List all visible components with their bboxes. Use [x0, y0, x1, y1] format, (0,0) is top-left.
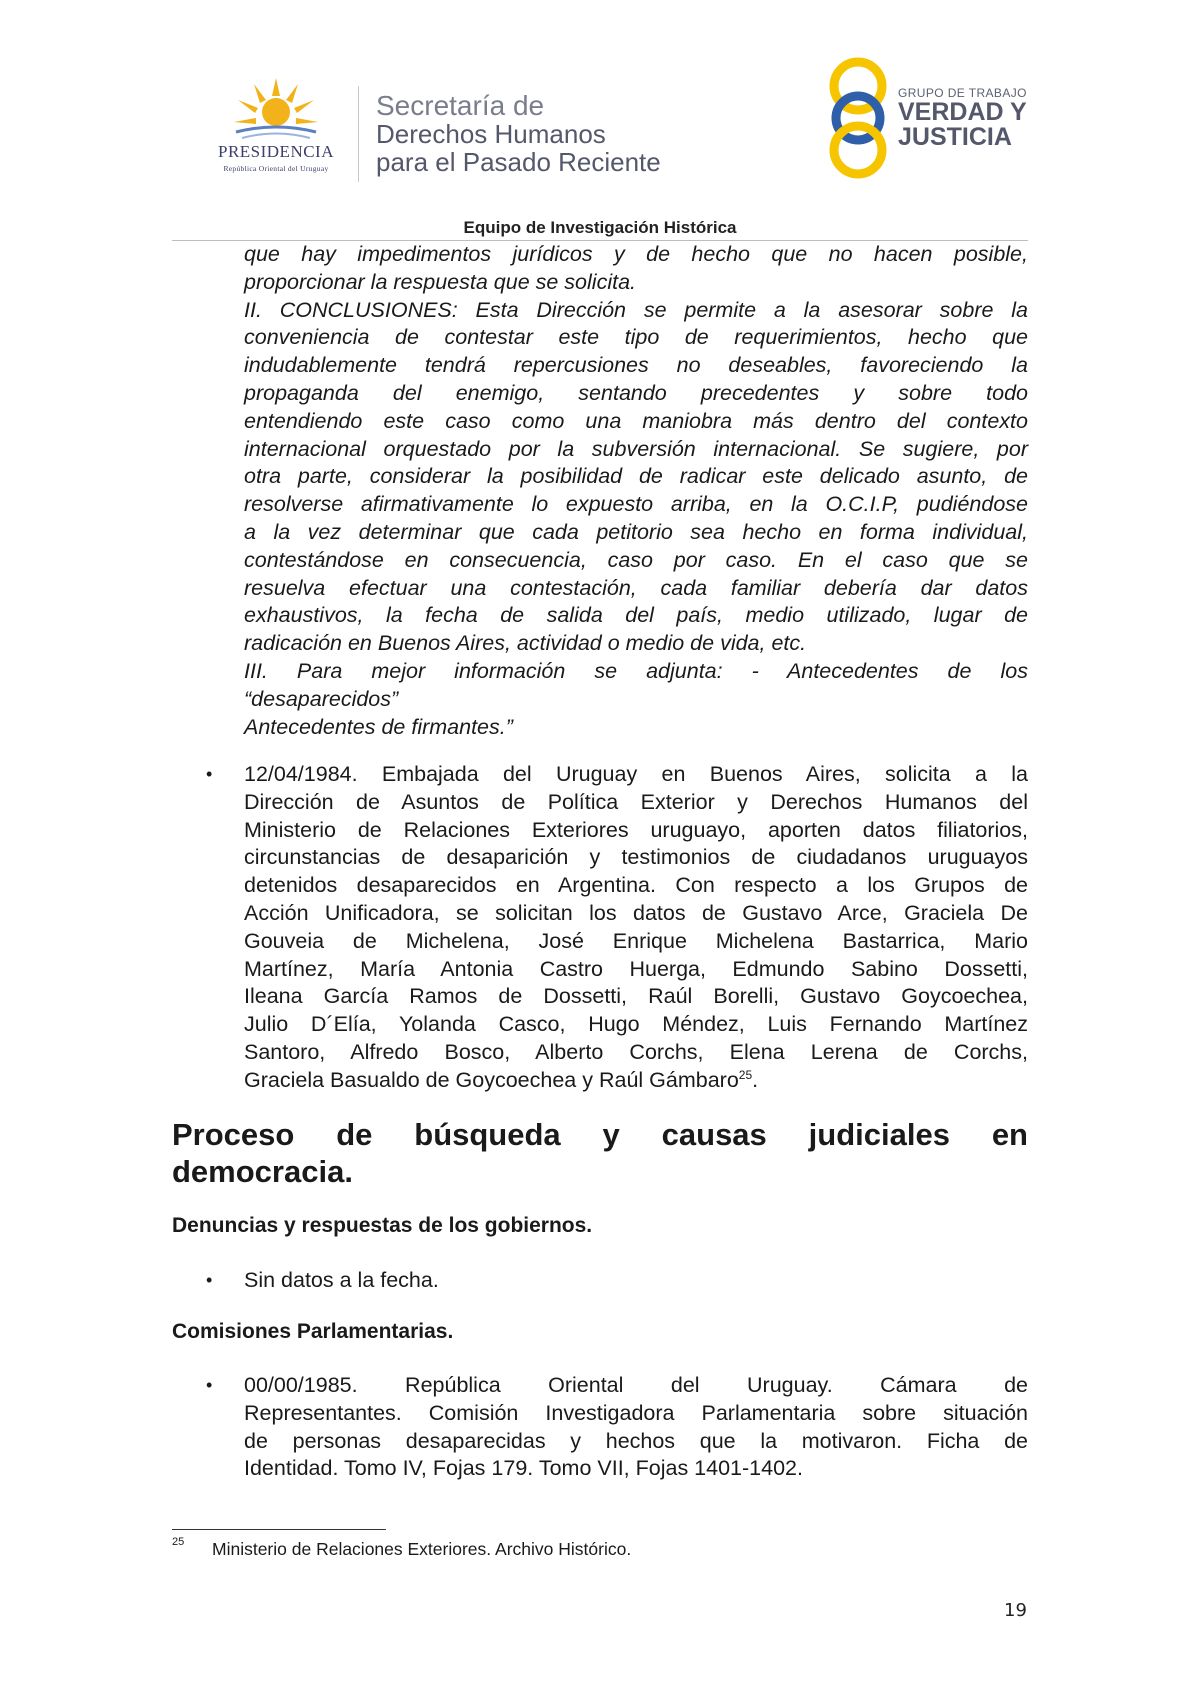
bullet-line: Julio D´Elía, Yolanda Casco, Hugo Méndez, Luis Fernando Martínez — [244, 1012, 1028, 1037]
quote-line: proporcionar la respuesta que se solicita. — [244, 269, 636, 294]
quote-line: contestándose en consecuencia, caso por caso. En el caso que se — [244, 547, 1028, 572]
presidencia-name: PRESIDENCIA — [217, 142, 334, 161]
team-title: Equipo de Investigación Histórica — [463, 218, 737, 237]
quote-line: que hay impedimentos jurídicos y de hecho que no hacen posible, — [244, 242, 1028, 266]
bullet-line: Identidad. Tomo IV, Fojas 179. Tomo VII, Fojas 1401-1402. — [244, 1456, 803, 1481]
bullet-line: circunstancias de desaparición y testimonios de ciudadanos uruguayos — [244, 845, 1028, 870]
bullet-line: Representantes. Comisión Investigadora Parlamentaria sobre situación — [244, 1400, 1028, 1425]
bullet-line: Sin datos a la fecha. — [244, 1268, 439, 1292]
linked-rings-icon — [822, 56, 894, 180]
bullet-line: detenidos desaparecidos en Argentina. Con respecto a los Grupos de — [244, 873, 1028, 898]
footnote-text: Ministerio de Relaciones Exteriores. Archivo Histórico. — [212, 1539, 632, 1559]
secretaria-line-3: para el Pasado Reciente — [376, 147, 661, 177]
quote-line: “desaparecidos” — [244, 686, 399, 711]
quote-line: II. CONCLUSIONES: Esta Dirección se permite a la asesorar sobre la — [244, 297, 1028, 322]
secretaria-logo-text — [376, 92, 661, 176]
vyj-title-1: VERDAD Y — [898, 98, 1027, 126]
bullet-line: Santoro, Alfredo Bosco, Alberto Corchs, Elena Lerena de Corchs, — [244, 1039, 1028, 1064]
bullet-line: 00/00/1985. República Oriental del Uruguay. Cámara de — [244, 1373, 1028, 1397]
quote-line: propaganda del enemigo, sentando precedentes y sobre todo — [244, 380, 1028, 405]
vyj-small-label: GRUPO DE TRABAJO — [898, 86, 1027, 100]
secretaria-line-1: Secretaría de — [376, 90, 545, 121]
bullet-line: Martínez, María Antonia Castro Huerga, Edmundo Sabino Dossetti, — [244, 956, 1028, 981]
bullet-icon: • — [206, 1375, 213, 1395]
header-divider — [358, 86, 359, 182]
bullet-line: Gouveia de Michelena, José Enrique Michelena Bastarrica, Mario — [244, 928, 1028, 953]
bullet-line: Ministerio de Relaciones Exteriores uruguayo, aporten datos filiatorios, — [244, 817, 1028, 842]
quote-line: exhaustivos, la fecha de salida del país, medio utilizado, lugar de — [244, 603, 1028, 628]
quote-line: III. Para mejor información se adjunta: - Antecedentes de los — [244, 658, 1028, 683]
quote-line: a la vez determinar que cada petitorio sea hecho en forma individual, — [244, 519, 1028, 544]
quoted-memo — [244, 241, 1028, 741]
footnote-rule — [172, 1529, 386, 1530]
bullet-line-end: . — [752, 1067, 759, 1092]
quote-line: resuelva efectuar una contestación, cada familiar debería dar datos — [244, 575, 1028, 600]
section-title-line-1: Proceso de búsqueda y causas judiciales en — [172, 1117, 1028, 1152]
bullet-line-text: Graciela Basualdo de Goycoechea y Raúl Gámbaro — [244, 1067, 739, 1092]
quote-line: conveniencia de contestar este tipo de requerimientos, hecho que — [244, 325, 1028, 350]
vyj-text — [898, 86, 1027, 150]
secretaria-line-2: Derechos Humanos — [376, 119, 606, 149]
quote-line: entendiendo este caso como una maniobra más dentro del contexto — [244, 408, 1028, 433]
quote-line: radicación en Buenos Aires, actividad o medio de vida, etc. — [244, 631, 807, 656]
section-title-line-2: democracia. — [172, 1154, 353, 1189]
bullet-line: de personas desaparecidas y hechos que la motivaron. Ficha de — [244, 1428, 1028, 1453]
quote-line: otra parte, considerar la posibilidad de radicar este delicado asunto, de — [244, 464, 1028, 489]
presidencia-logo — [196, 78, 356, 180]
footnote-number: 25 — [172, 1536, 185, 1548]
bullet-line: Ileana García Ramos de Dossetti, Raúl Borelli, Gustavo Goycoechea, — [244, 984, 1028, 1009]
quote-line: Antecedentes de firmantes.” — [244, 714, 513, 739]
footnote-ref[interactable]: 25 — [738, 1067, 753, 1082]
bullet-icon: • — [206, 1270, 213, 1290]
presidencia-subtitle: República Oriental del Uruguay — [223, 164, 329, 173]
quote-line: internacional orquestado por la subversión internacional. Se sugiere, por — [244, 436, 1028, 461]
bullet-line: Acción Unificadora, se solicitan los datos de Gustavo Arce, Graciela De — [244, 900, 1028, 925]
subsection-denuncias: Denuncias y respuestas de los gobiernos. — [172, 1214, 593, 1237]
verdad-justicia-logo — [822, 56, 1032, 180]
subsection-comisiones: Comisiones Parlamentarias. — [172, 1320, 454, 1343]
quote-line: indudablemente tendrá repercusiones no deseables, favoreciendo la — [244, 353, 1028, 378]
bullet-line: 12/04/1984. Embajada del Uruguay en Buenos Aires, solicita a la — [244, 762, 1028, 786]
section-title — [172, 1116, 1028, 1190]
bullet-icon: • — [206, 764, 213, 784]
bullet-line: Dirección de Asuntos de Política Exterior y Derechos Humanos del — [244, 789, 1028, 814]
page-number: 19 — [1004, 1600, 1027, 1621]
vyj-title-2: JUSTICIA — [898, 123, 1012, 151]
quote-line: resolverse afirmativamente lo expuesto arriba, en la O.C.I.P, pudiéndose — [244, 492, 1028, 517]
sun-emblem-icon — [234, 78, 318, 140]
bullet-last-line — [244, 1067, 1028, 1095]
